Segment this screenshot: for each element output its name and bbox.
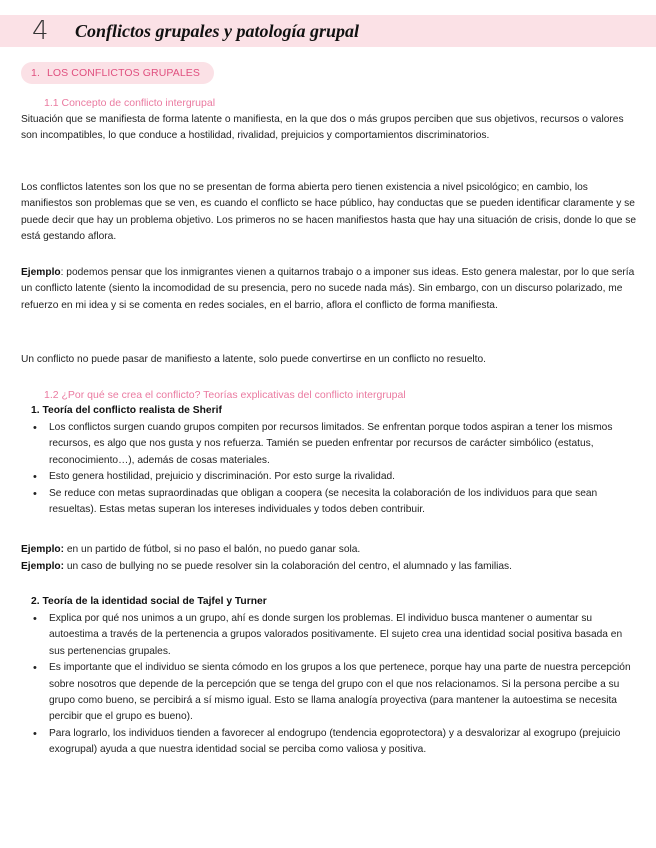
latent-manifest-paragraph: Los conflictos latentes son los que no se presentan de forma abierta pero tienen existencia a nivel psicológico; en cambio, los manifiestos son problemas que se ven, es cuando el conflicto se hace público, hay conductas que se pueden identificar claramente y se puede decir que hay un problema objetivo. Los primeros no se hacen manifiestos hasta que hay una situación de crisis, donde lo que se está gestando aflora. (21, 182, 637, 243)
theory-1-example-1 (21, 542, 641, 558)
section-heading (21, 62, 214, 84)
example-text: un caso de bullying no se puede resolver sin la colaboración del centro, el alumnado y las familias. (64, 561, 512, 572)
list-item: • Para lograrlo, los individuos tienden a favorecer al endogrupo (tendencia egoprotectora) y a desvalorizar al exogrupo (prejuicio exogrupal) ayuda a que nuestra identidad social se perciba como valiosa y positiva. (33, 726, 637, 759)
theory-2-bullets (33, 611, 637, 759)
section-number: 1. (31, 67, 40, 79)
list-item: • Esto genera hostilidad, prejuicio y discriminación. Por esto surge la rivalidad. (33, 469, 637, 485)
definition-paragraph: Situación que se manifiesta de forma latente o manifiesta, en la que dos o más grupos perciben que sus objetivos, recursos o valores son incompatibles, lo que conduce a hostilidad, rivalidad, prejuicios y comportamientos discriminatorios. (21, 114, 624, 142)
conclusion-paragraph: Un conflicto no puede pasar de manifiesto a latente, solo puede convertirse en un conflicto no resuelto. (21, 354, 486, 365)
chapter-title: Conflictos grupales y patología grupal (75, 21, 360, 41)
example-label: Ejemplo: (21, 544, 65, 555)
list-item: • Se reduce con metas supraordinadas que obligan a coopera (se necesita la colaboración de los individuos para que sean resueltas). Estas metas superan los intereses individuales y todos deben contribuir. (33, 486, 637, 519)
theory-2-title: 2. Teoría de la identidad social de Tajfel y Turner (31, 596, 267, 607)
subsection-heading-1-1: 1.1 Concepto de conflicto intergrupal (44, 97, 216, 109)
example-label: Ejemplo: (21, 561, 65, 572)
example-label: Ejemplo (21, 267, 61, 278)
list-item: • Los conflictos surgen cuando grupos compiten por recursos limitados. Se enfrentan porque todos aspiran a tener los mismos recursos, es algo que nos gusta y nos refuerza. Tamién se pueden enfrentar por recursos de carácter simbólico (estatus, reconocimiento…), además de cosas materiales. (33, 420, 637, 469)
chapter-number: 4 (32, 16, 49, 46)
list-item: • Explica por qué nos unimos a un grupo, ahí es donde surgen los problemas. El individuo busca mantener o aumentar su autoestima a través de la pertenencia a grupos valorados positivamente. El sujeto crea una identidad social positiva basada en sus pertenencias grupales. (33, 611, 637, 660)
theory-1-example-2 (21, 559, 641, 575)
subsection-heading-1-2: 1.2 ¿Por qué se crea el conflicto? Teorías explicativas del conflicto intergrupal (44, 389, 406, 401)
theory-1-bullets (33, 420, 637, 518)
example-text: : podemos pensar que los inmigrantes vienen a quitarnos trabajo o a imponer sus ideas. Esto genera malestar, por lo que sería un conflicto latente (siento la incomodidad de su presencia, pero no sucede nada más). Sin embargo, con un discurso polarizado, me refuerzo en mi idea y si se comenta en redes sociales, en el barrio, aflora el conflicto de forma manifiesta. (21, 267, 635, 311)
list-item: • Es importante que el individuo se sienta cómodo en los grupos a los que pertenece, porque hay una parte de nuestra percepción sobre nosotros que depende de la percepción que se tenga del grupo con el que nos relacionamos. Si la persona percibe a su grupo como bueno, se percibirá a sí mismo igual. Esto se llama analogía proyectiva (para mantener la autoestima se necesita percibir que el grupo es bueno). (33, 660, 637, 726)
example-text: en un partido de fútbol, si no paso el balón, no puedo ganar sola. (64, 544, 361, 555)
section-title: LOS CONFLICTOS GRUPALES (46, 67, 201, 79)
theory-1-title: 1. Teoría del conflicto realista de Sherif (31, 405, 222, 416)
example-paragraph (21, 265, 637, 314)
